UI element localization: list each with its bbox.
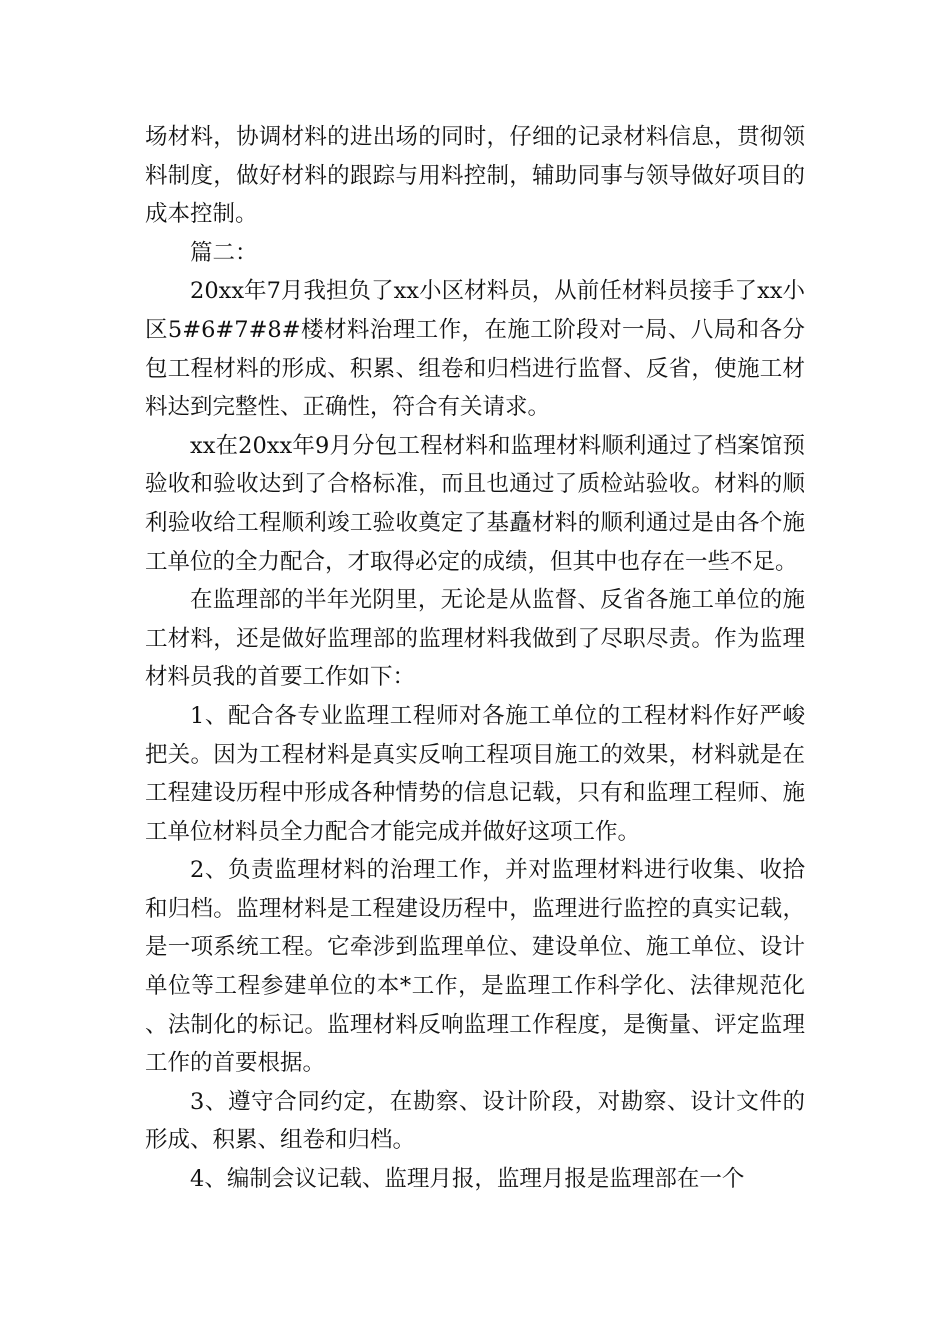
- paragraph: 20xx年7月我担负了xx小区材料员，从前任材料员接手了xx小区5#6#7#8#楼材料治理工作，在施工阶段对一局、八局和各分包工程材料的形成、积累、组卷和归档进行监督、反省，使施工材料达到完整性、正确性，符合有关请求。: [145, 278, 805, 421]
- list-item: 4、编制会议记载、监理月报，监理月报是监理部在一个: [190, 1166, 745, 1193]
- paragraph: xx在20xx年9月分包工程材料和监理材料顺利通过了档案馆预验收和验收达到了合格标准，而且也通过了质检站验收。材料的顺利验收给工程顺利竣工验收奠定了基矗材料的顺利通过是由各个施工单位的全力配合，才取得必定的成绩，但其中也存在一些不足。: [145, 432, 805, 575]
- paragraph-continuation: 场材料，协调材料的进出场的同时，仔细的记录材料信息，贯彻领料制度，做好材料的跟踪与用料控制，辅助同事与领导做好项目的成本控制。: [145, 124, 805, 228]
- paragraph: 在监理部的半年光阴里，无论是从监督、反省各施工单位的施工材料，还是做好监理部的监理材料我做到了尽职尽责。作为监理材料员我的首要工作如下：: [145, 587, 805, 691]
- list-item: 1、配合各专业监理工程师对各施工单位的工程材料作好严峻把关。因为工程材料是真实反响工程项目施工的效果，材料就是在工程建设历程中形成各种情势的信息记载，只有和监理工程师、施工单位材料员全力配合才能完成并做好这项工作。: [145, 702, 805, 845]
- section-heading: 篇二：: [190, 239, 258, 266]
- document-page: [145, 118, 805, 1199]
- list-item: 3、遵守合同约定，在勘察、设计阶段，对勘察、设计文件的形成、积累、组卷和归档。: [145, 1088, 805, 1154]
- list-item: 2、负责监理材料的治理工作，并对监理材料进行收集、收拾和归档。监理材料是工程建设历程中，监理进行监控的真实记载，是一项系统工程。它牵涉到监理单位、建设单位、施工单位、设计单位等工程参建单位的本*工作，是监理工作科学化、法律规范化、法制化的标记。监理材料反响监理工作程度，是衡量、评定监理工作的首要根据。: [145, 857, 805, 1077]
